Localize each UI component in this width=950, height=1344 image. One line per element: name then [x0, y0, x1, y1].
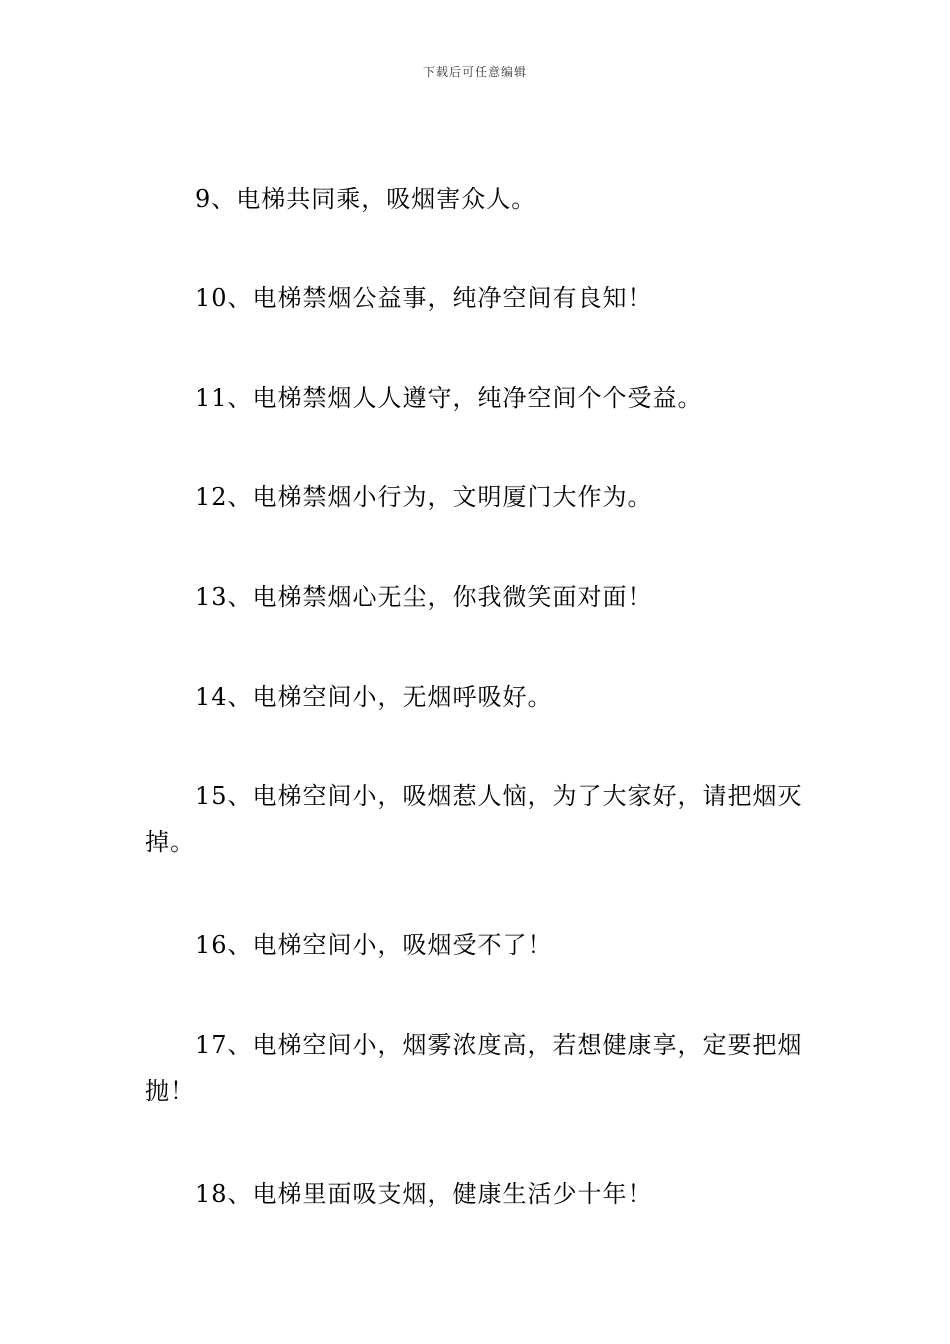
- list-item: 9、电梯共同乘，吸烟害众人。: [195, 185, 537, 213]
- header-note: 下载后可任意编辑: [422, 65, 527, 79]
- list-item: 15、电梯空间小，吸烟惹人恼，为了大家好，请把烟灭掉。: [145, 782, 803, 856]
- list-item: 18、电梯里面吸支烟，健康生活少十年！: [195, 1180, 653, 1208]
- list-item: 16、电梯空间小，吸烟受不了！: [195, 931, 553, 959]
- list-item: 12、电梯禁烟小行为，文明厦门大作为。: [195, 483, 653, 511]
- list-item: 17、电梯空间小，烟雾浓度高，若想健康享，定要把烟抛！: [145, 1031, 803, 1105]
- list-item: 14、电梯空间小，无烟呼吸好。: [195, 683, 553, 711]
- list-item: 11、电梯禁烟人人遵守，纯净空间个个受益。: [195, 384, 703, 412]
- list-item: 13、电梯禁烟心无尘，你我微笑面对面！: [195, 583, 653, 611]
- list-item: 10、电梯禁烟公益事，纯净空间有良知！: [195, 284, 653, 312]
